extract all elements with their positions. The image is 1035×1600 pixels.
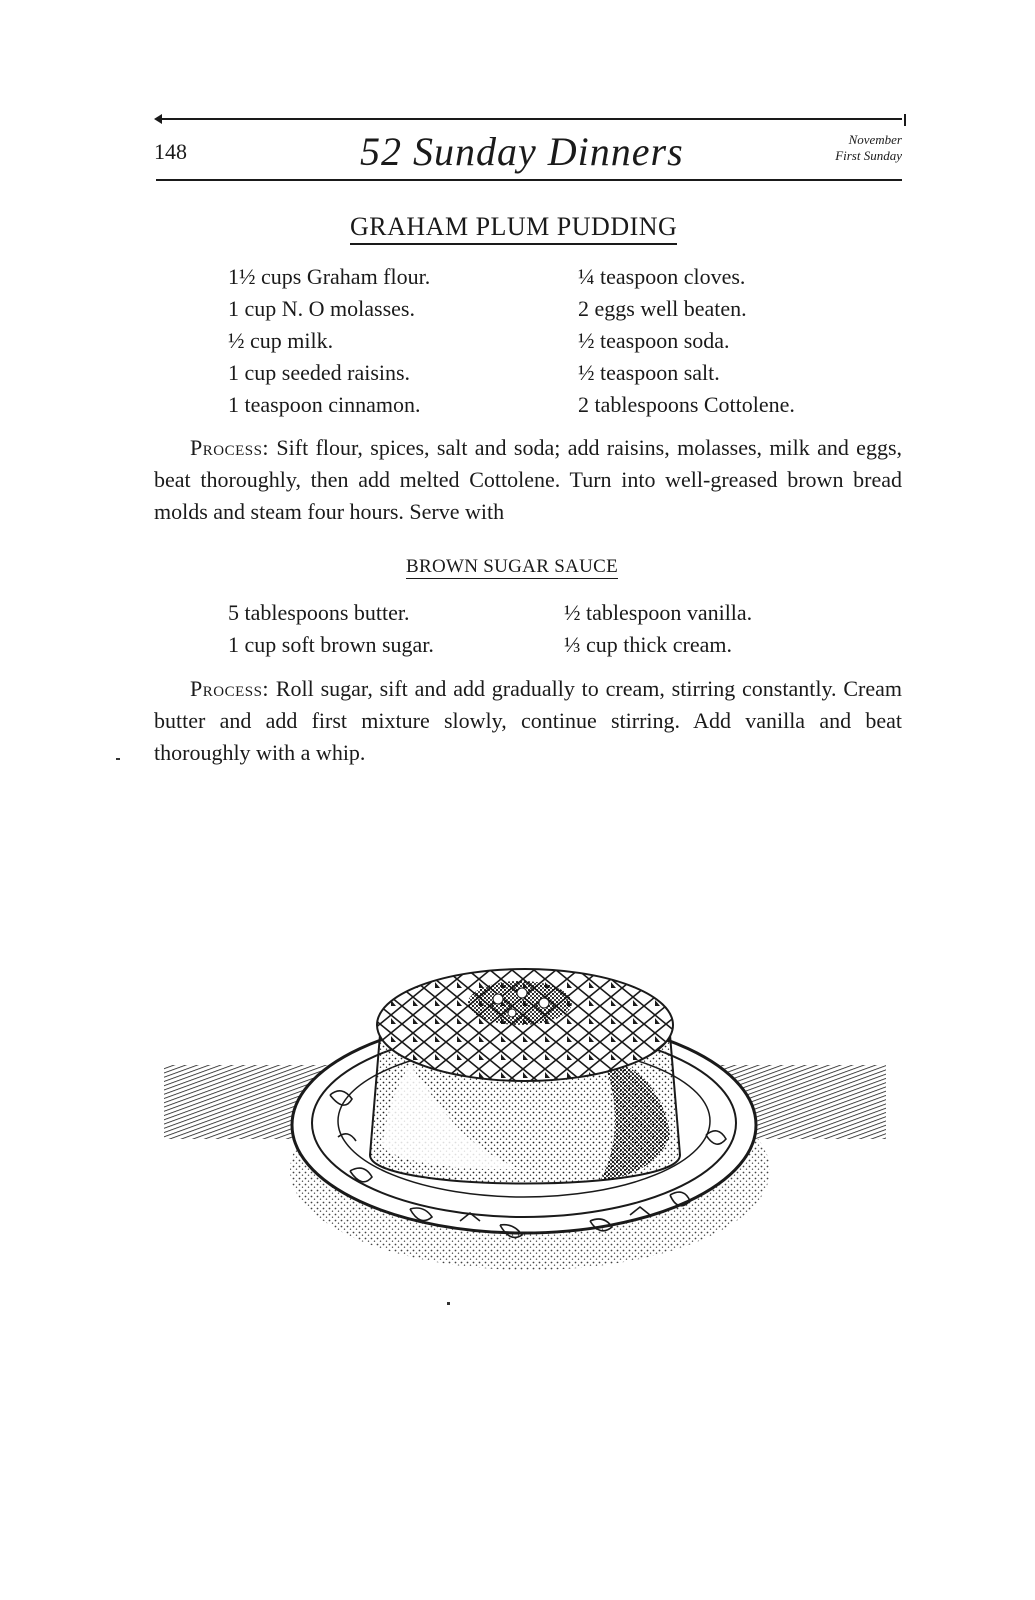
- sauce-process: [154, 673, 902, 769]
- page-number: 148: [154, 139, 187, 164]
- ingredient-item: 1 cup seeded raisins.: [228, 360, 411, 385]
- pudding-on-plate-icon: [160, 925, 890, 1315]
- ingredient-item: ¼ teaspoon cloves.: [578, 264, 746, 289]
- book-title: 52 Sunday Dinners: [360, 129, 684, 174]
- ingredient-item: 1 teaspoon cinnamon.: [228, 392, 421, 417]
- recipe-process: [154, 432, 902, 528]
- ingredient-item: 2 eggs well beaten.: [578, 296, 747, 321]
- sauce-title: BROWN SUGAR SAUCE: [406, 556, 619, 577]
- ingredient-item: 1 cup soft brown sugar.: [228, 632, 434, 657]
- ingredient-item: ½ cup milk.: [228, 328, 334, 353]
- section-tag: [790, 132, 902, 164]
- section-month: November: [848, 132, 902, 147]
- section-week: First Sunday: [835, 148, 902, 163]
- process-label: Process:: [190, 435, 270, 460]
- recipe-title: GRAHAM PLUM PUDDING: [350, 212, 677, 245]
- print-speck: [447, 1302, 450, 1305]
- ingredient-item: 5 tablespoons butter.: [228, 600, 410, 625]
- ingredient-item: 1 cup N. O molasses.: [228, 296, 415, 321]
- process-text: Sift flour, spices, salt and soda; add raisins, molasses, milk and eggs, beat thoroughly, then add melted Cottolene. Turn into well-greased brown bread molds and steam four hours. Serve with: [154, 435, 903, 524]
- ingredient-item: ½ teaspoon salt.: [578, 360, 720, 385]
- header-top-rule: [156, 118, 902, 120]
- ingredient-item: 1½ cups Graham flour.: [228, 264, 431, 289]
- process-label: Process:: [190, 676, 270, 701]
- print-speck: [116, 758, 120, 760]
- process-text: Roll sugar, sift and add gradually to cream, stirring constantly. Cream butter and add first mixture slowly, continue stirring. Add vanilla and beat thoroughly with a whip.: [154, 676, 902, 765]
- ingredient-item: ½ teaspoon soda.: [578, 328, 730, 353]
- header-bottom-rule: [156, 179, 902, 181]
- ingredient-item: ⅓ cup thick cream.: [564, 632, 732, 657]
- ingredient-item: ½ tablespoon vanilla.: [564, 600, 753, 625]
- ingredient-item: 2 tablespoons Cottolene.: [578, 392, 795, 417]
